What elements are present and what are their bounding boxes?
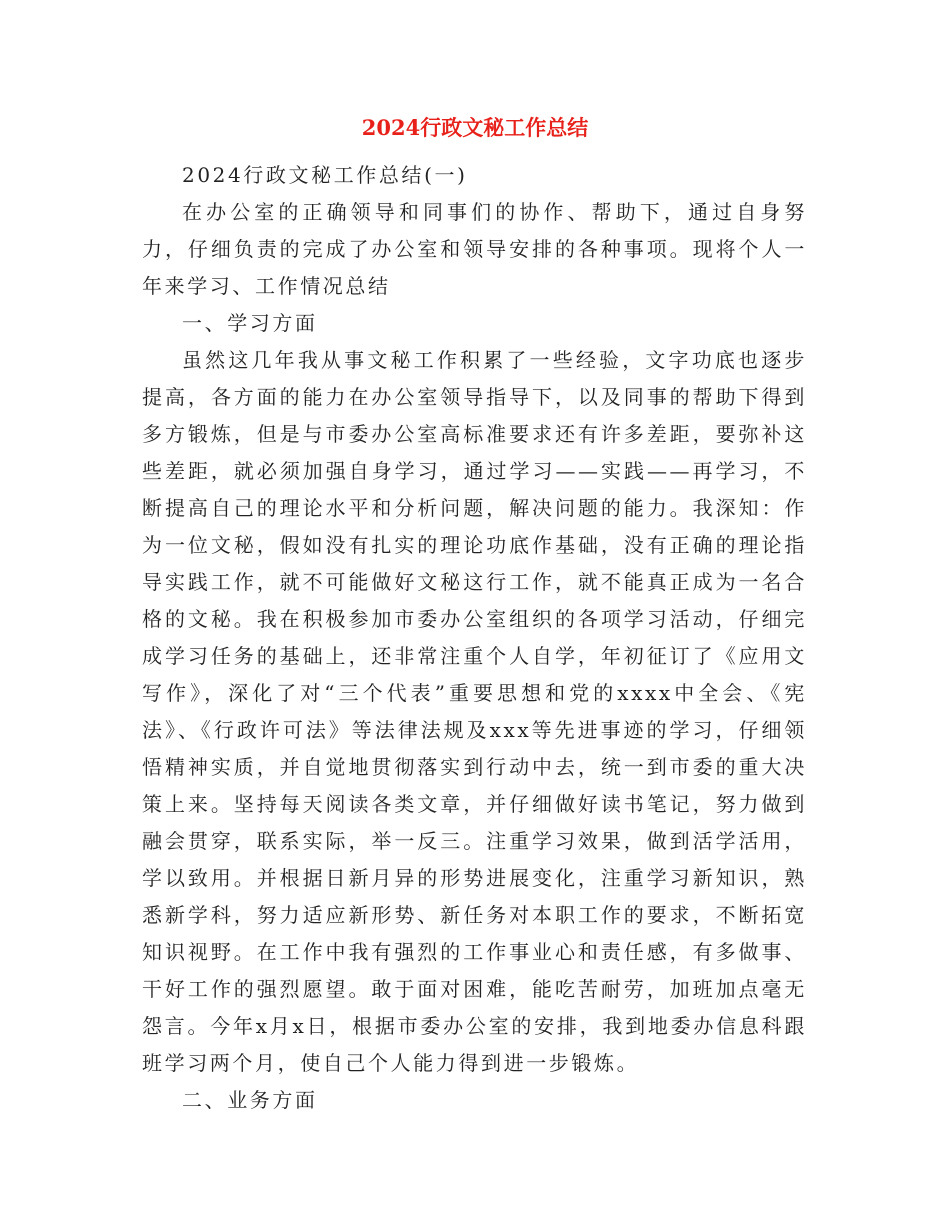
section-heading-study: 一、学习方面	[182, 311, 318, 335]
document-title: 2024行政文秘工作总结	[361, 115, 589, 140]
section-heading-business: 二、业务方面	[182, 1088, 318, 1112]
document-body	[142, 157, 807, 1119]
subtitle-paragraph: 2024行政文秘工作总结(一)	[182, 163, 468, 187]
intro-paragraph: 在办公室的正确领导和同事们的协作、帮助下，通过自身努力，仔细负责的完成了办公室和领导安排的各种事项。现将个人一年来学习、工作情况总结	[142, 200, 807, 298]
study-paragraph: 虽然这几年我从事文秘工作积累了一些经验，文字功底也逐步提高，各方面的能力在办公室领导指导下，以及同事的帮助下得到多方锻炼，但是与市委办公室高标准要求还有许多差距，要弥补这些差距，就必须加强自身学习，通过学习——实践——再学习，不断提高自己的理论水平和分析问题，解决问题的能力。我深知：作为一位文秘，假如没有扎实的理论功底作基础，没有正确的理论指导实践工作，就不可能做好文秘这行工作，就不能真正成为一名合格的文秘。我在积极参加市委办公室组织的各项学习活动，仔细完成学习任务的基础上，还非常注重个人自学，年初征订了《应用文写作》，深化了对“三个代表”重要思想和党的xxxx中全会、《宪法》、《行政许可法》等法律法规及xxx等先进事迹的学习，仔细领悟精神实质，并自觉地贯彻落实到行动中去，统一到市委的重大决策上来。坚持每天阅读各类文章，并仔细做好读书笔记，努力做到融会贯穿，联系实际，举一反三。注重学习效果，做到活学活用，学以致用。并根据日新月异的形势进展变化，注重学习新知识，熟悉新学科，努力适应新形势、新任务对本职工作的要求，不断拓宽知识视野。在工作中我有强烈的工作事业心和责任感，有多做事、干好工作的强烈愿望。敢于面对困难，能吃苦耐劳，加班加点毫无怨言。今年x月x日，根据市委办公室的安排，我到地委办信息科跟班学习两个月，使自己个人能力得到进一步锻炼。	[142, 348, 807, 1075]
